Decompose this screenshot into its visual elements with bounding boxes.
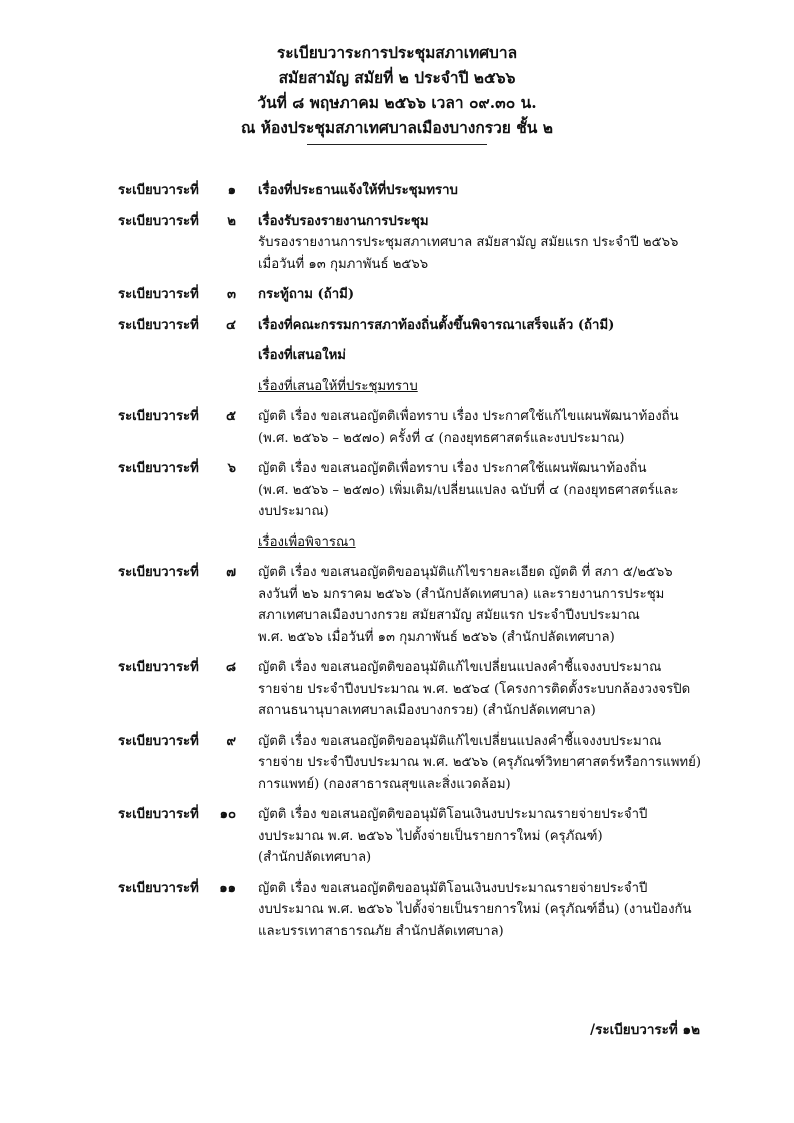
agenda-item-detail: และบรรเทาสาธารณภัย สำนักปลัดเทศบาล) (258, 923, 504, 939)
agenda-item-detail: (พ.ศ. ๒๕๖๖ – ๒๕๗๐) เพิ่มเติม/เปลี่ยนแปลง ฉบับที่ ๔ (กองยุทธศาสตร์และ (258, 482, 679, 498)
agenda-label-prefix: ระเบียบวาระที่ (118, 317, 199, 333)
agenda-label-prefix: ระเบียบวาระที่ (118, 807, 199, 822)
section-consider-heading: เรื่องเพื่อพิจารณา (258, 534, 356, 550)
agenda-item-number: ๘ (225, 660, 236, 675)
agenda-item-label (118, 211, 258, 276)
agenda-item (118, 211, 708, 276)
agenda-item (118, 731, 708, 796)
header-date: วันที่ ๘ พฤษภาคม ๒๕๖๖ เวลา ๐๙.๓๐ น. (257, 93, 537, 112)
agenda-item-number: ๔ (226, 317, 236, 333)
agenda-item-title: ญัตติ เรื่อง ขอเสนอญัตติเพื่อทราบ เรื่อง ประกาศใช้แผนพัฒนาท้องถิ่น (258, 461, 647, 476)
agenda-item-label (118, 731, 258, 796)
agenda-item-detail: รับรองรายงานการประชุมสภาเทศบาล สมัยสามัญ สมัยแรก ประจำปี ๒๕๖๖ (258, 235, 679, 250)
agenda-item-number: ๗ (226, 565, 236, 580)
agenda-item-label (118, 562, 258, 648)
agenda-item (118, 315, 708, 337)
agenda-item-title: ญัตติ เรื่อง ขอเสนอญัตติขออนุมัติแก้ไขเปลี่ยนแปลงคำชี้แจงงบประมาณ (258, 733, 662, 749)
agenda-item (118, 406, 708, 449)
header-divider (307, 144, 487, 145)
agenda-item-label (118, 315, 258, 337)
agenda-item-detail: (สำนักปลัดเทศบาล) (258, 850, 372, 865)
agenda-item-detail: งบประมาณ พ.ศ. ๒๕๖๖ ไปตั้งจ่ายเป็นรายการใหม่ (ครุภัณฑ์อื่น) (งานป้องกัน (258, 902, 692, 917)
agenda-item (118, 657, 708, 722)
agenda-item-detail: พ.ศ. ๒๕๖๖ เมื่อวันที่ ๑๓ กุมภาพันธ์ ๒๕๖๖ (สำนักปลัดเทศบาล) (258, 629, 615, 645)
agenda-item (118, 284, 708, 306)
agenda-item (118, 180, 708, 202)
agenda-item-title: กระทู้ถาม (ถ้ามี) (258, 287, 355, 302)
agenda-consider-items (118, 562, 708, 942)
agenda-label-prefix: ระเบียบวาระที่ (118, 287, 199, 302)
agenda-item-number: ๑๑ (219, 880, 236, 896)
agenda-item-detail: รายจ่าย ประจำปีงบประมาณ พ.ศ. ๒๕๖๔ (โครงการติดตั้งระบบกล้องวงจรปิด (258, 681, 691, 697)
agenda-item-title: ญัตติ เรื่อง ขอเสนอญัตติขออนุมัติโอนเงินงบประมาณรายจ่ายประจำปี (258, 880, 648, 896)
agenda-item-label (118, 284, 258, 306)
agenda-item-title: ญัตติ เรื่อง ขอเสนอญัตติขออนุมัติแก้ไขเปลี่ยนแปลงคำชี้แจงงบประมาณ (258, 660, 662, 675)
agenda-inform-items (118, 406, 708, 523)
agenda-label-prefix: ระเบียบวาระที่ (118, 183, 199, 198)
agenda-label-prefix: ระเบียบวาระที่ (118, 409, 199, 424)
agenda-item-content (258, 657, 708, 722)
agenda-list (118, 180, 708, 951)
agenda-item-title: ญัตติ เรื่อง ขอเสนอญัตติขออนุมัติแก้ไขรายละเอียด ญัตติ ที่ สภา ๕/๒๕๖๖ (258, 565, 673, 580)
agenda-label-prefix: ระเบียบวาระที่ (118, 880, 199, 896)
agenda-item-label (118, 878, 258, 943)
agenda-item-content (258, 180, 708, 202)
agenda-item-content (258, 804, 708, 869)
agenda-item-number: ๕ (226, 409, 236, 424)
agenda-item-detail: งบประมาณ พ.ศ. ๒๕๖๖ ไปตั้งจ่ายเป็นรายการใหม่ (ครุภัณฑ์) (258, 828, 603, 844)
agenda-label-prefix: ระเบียบวาระที่ (118, 733, 199, 749)
agenda-item (118, 804, 708, 869)
agenda-label-prefix: ระเบียบวาระที่ (118, 461, 199, 476)
agenda-item-detail: (พ.ศ. ๒๕๖๖ – ๒๕๗๐) ครั้งที่ ๔ (กองยุทธศาสตร์และงบประมาณ) (258, 430, 625, 446)
agenda-item-content (258, 562, 708, 648)
agenda-item-number: ๒ (227, 213, 236, 229)
agenda-item-content (258, 458, 708, 523)
agenda-item-label (118, 458, 258, 523)
agenda-item-label (118, 406, 258, 449)
agenda-item-title: ญัตติ เรื่อง ขอเสนอญัตติขออนุมัติโอนเงินงบประมาณรายจ่ายประจำปี (258, 807, 648, 822)
agenda-item-title: เรื่องรับรองรายงานการประชุม (258, 213, 429, 229)
agenda-item-content (258, 211, 708, 276)
agenda-label-prefix: ระเบียบวาระที่ (118, 660, 199, 675)
header-title: ระเบียบวาระการประชุมสภาเทศบาล (276, 43, 518, 62)
agenda-item-label (118, 657, 258, 722)
document-header (0, 40, 794, 145)
agenda-item-number: ๑ (227, 183, 236, 198)
continuation-note: /ระเบียบวาระที่ ๑๒ (590, 1022, 700, 1038)
agenda-item (118, 562, 708, 648)
agenda-item-title: ญัตติ เรื่อง ขอเสนอญัตติเพื่อทราบ เรื่อง ประกาศใช้แก้ไขแผนพัฒนาท้องถิ่น (258, 409, 679, 424)
agenda-item-detail: สถานธนานุบาลเทศบาลเมืองบางกรวย) (สำนักปลัดเทศบาล) (258, 703, 596, 718)
agenda-label-prefix: ระเบียบวาระที่ (118, 565, 199, 580)
section-inform-heading: เรื่องที่เสนอให้ที่ประชุมทราบ (258, 378, 418, 394)
agenda-label-prefix: ระเบียบวาระที่ (118, 213, 199, 229)
header-location: ณ ห้องประชุมสภาเทศบาลเมืองบางกรวย ชั้น ๒ (241, 118, 553, 137)
header-session: สมัยสามัญ สมัยที่ ๒ ประจำปี ๒๕๖๖ (278, 68, 516, 87)
agenda-item-title: เรื่องที่คณะกรรมการสภาท้องถิ่นตั้งขึ้นพิจารณาเสร็จแล้ว (ถ้ามี) (258, 317, 615, 333)
section-new-matters: เรื่องที่เสนอใหม่ (258, 348, 346, 363)
agenda-item-title: เรื่องที่ประธานแจ้งให้ที่ประชุมทราบ (258, 183, 458, 198)
agenda-item-detail: เมื่อวันที่ ๑๓ กุมภาพันธ์ ๒๕๖๖ (258, 256, 429, 272)
agenda-item-content (258, 406, 708, 449)
agenda-item-detail: การแพทย์) (กองสาธารณสุขและสิ่งแวดล้อม) (258, 776, 511, 792)
agenda-item-number: ๙ (226, 733, 236, 749)
agenda-general-items (118, 180, 708, 336)
agenda-item-number: ๑๐ (219, 807, 236, 822)
agenda-item-detail: งบประมาณ) (258, 504, 329, 519)
agenda-item-label (118, 804, 258, 869)
agenda-item-content (258, 284, 708, 306)
agenda-item-detail: ลงวันที่ ๒๖ มกราคม ๒๕๖๖ (สำนักปลัดเทศบาล) และรายงานการประชุม (258, 586, 665, 602)
agenda-item-content (258, 315, 708, 337)
agenda-item-content (258, 878, 708, 943)
agenda-item-detail: รายจ่าย ประจำปีงบประมาณ พ.ศ. ๒๕๖๖ (ครุภัณฑ์วิทยาศาสตร์หรือการแพทย์) (258, 755, 701, 770)
agenda-item-label (118, 180, 258, 202)
agenda-item-content (258, 731, 708, 796)
agenda-item-number: ๖ (227, 461, 236, 476)
agenda-item (118, 878, 708, 943)
agenda-item (118, 458, 708, 523)
agenda-item-detail: สภาเทศบาลเมืองบางกรวย สมัยสามัญ สมัยแรก ประจำปีงบประมาณ (258, 608, 640, 623)
agenda-item-number: ๓ (226, 287, 236, 302)
